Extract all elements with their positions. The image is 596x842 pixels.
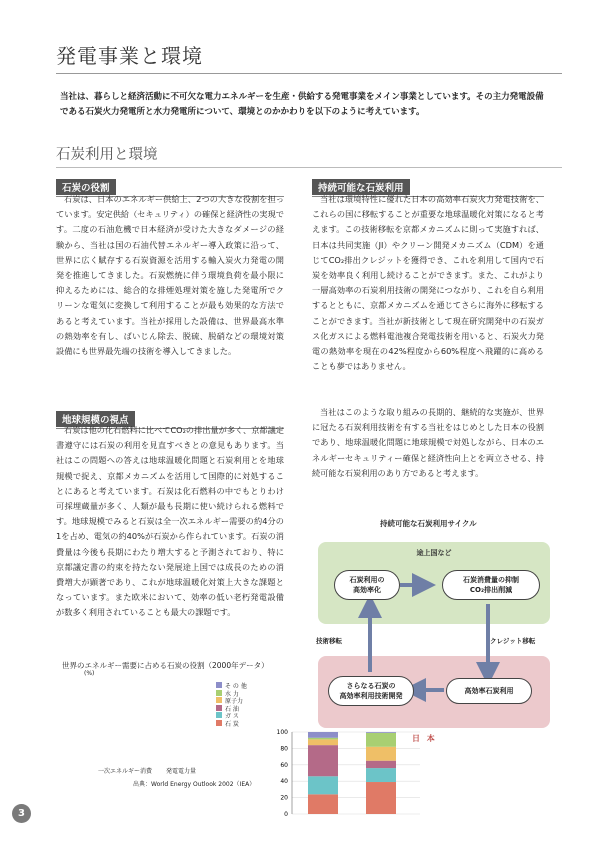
category-label-power: 発電電力量 <box>166 768 197 775</box>
tag-global-view: 地球規模の視点 <box>56 411 135 427</box>
node-tech-development: さらなる石炭の 高効率利用技術開発 <box>328 676 414 706</box>
y-tick-label: 100 <box>276 729 288 736</box>
region-japan-label: 日 本 <box>412 734 437 743</box>
bar-segment <box>366 782 396 814</box>
chart-title: 世界のエネルギー需要に占める石炭の役割（2000年データ） <box>62 661 269 670</box>
page-title: 発電事業と環境 <box>56 44 203 68</box>
label-tech-transfer: 技術移転 <box>316 637 342 645</box>
node-efficiency: 石炭利用の 高効率化 <box>334 570 400 600</box>
bar-segment <box>308 732 338 738</box>
y-tick-label: 80 <box>280 745 288 753</box>
legend-swatch <box>216 712 222 718</box>
bar-segment <box>308 739 338 745</box>
category-label-primary: 一次エネルギー消費 <box>98 768 153 775</box>
y-tick-label: 20 <box>280 794 288 802</box>
bar-segment <box>366 747 396 761</box>
region-developing-label: 途上国など <box>416 549 452 557</box>
bar-segment <box>366 761 396 768</box>
legend-label: 原子力 <box>225 698 244 705</box>
tag-sustainable: 持続可能な石炭利用 <box>312 179 410 195</box>
bar-segment <box>308 738 338 740</box>
legend-label: ガ ス <box>225 713 239 720</box>
coal-role-text: 石炭は、日本のエネルギー供給上、2つの大きな役割を担っています。安定供給（セキュリティ）の確保と経済性の実現です。二度の石油危機で日本経済が受けた大きなダメージの経験から、当社は国の石油代替エネルギー導入政策に沿って、世界に広く賦存する石炭資源を活用する輸入炭火力発電の開発を推進してきました。石炭燃焼に伴う環境負荷を最小限に抑えるためには、総合的な排煙処理対策を施した発電所でクリーンな電気に変換して利用することが最も効果的な方法であると考えています。当社が採用した設備は、世界最高水準の熱効率を有し、ばいじん除去、脱硫、脱硝などの環境対策設備にも世界最先端の技術を導入してきました。 <box>56 194 284 357</box>
global-view-text: 石炭は他の化石燃料に比べてCO₂の排出量が多く、京都議定書遵守には石炭の利用を見直すべきとの意見もあります。当社はこの問題への答えは地球温暖化問題と石炭利用とを地球規模で捉え、京都メカニズムを活用して国際的に対処することにあると考えています。石炭は化石燃料の中でもとりわけ可採埋蔵量が多く、人類が最も長期に使い続けられる燃料です。地球規模でみると石炭は全一次エネルギー需要の約4分の1を占め、電気の約40%が石炭から作られています。石炭の消費量は今後も長期にわたり増大すると予測されており、特に京都議定書の約束を持たない発展途上国では成長のための消費増大が顕著であり、これが地球温暖化対策上大きな課題となっています。また欧米において、効率の低い老朽発電設備が数多く利用されていることも最大の課題です。 <box>56 425 284 618</box>
section-divider <box>56 167 562 168</box>
legend-swatch <box>216 705 222 711</box>
legend-swatch <box>216 690 222 696</box>
bar-segment <box>308 745 338 776</box>
bar-segment <box>366 732 396 733</box>
y-tick-label: 40 <box>280 778 288 786</box>
legend-label: そ の 他 <box>225 683 247 690</box>
bar-segment <box>308 776 338 794</box>
bar-segment <box>366 768 396 782</box>
legend-swatch <box>216 697 222 703</box>
legend-swatch <box>216 720 222 726</box>
sustainable-text-1: 当社は環境特性に優れた日本の高効率石炭火力発電技術を、これらの国に移転することが重要な地球温暖化対策になると考えます。この技術移転を京都メカニズムに則って実施すれば、日本は共同実施（JI）やクリーン開発メカニズム（CDM）を通じてCO₂排出クレジットを獲得でき、これを利用して国内で石炭を効率良く利用し続けることができます。また、これがより一層高効率の石炭利用技術の開発につながり、これを自ら利用するとともに、京都メカニズムを通じてさらに海外に移転することができます。当社が新技術として現在研究開発中の石炭ガス化ガスによる燃料電池複合発電技術を用いると、石炭火力発電の熱効率を現在の42%程度から60%程度へ飛躍的に高めることも夢ではありません。 <box>312 194 544 372</box>
chart-source: 出典：World Energy Outlook 2002（IEA） <box>133 781 256 788</box>
page-number: 3 <box>12 804 31 823</box>
sustainable-text-2: 当社はこのような取り組みの長期的、継続的な実施が、世界に冠たる石炭利用技術を有する当社をはじめとした日本の役割であり、地球温暖化問題に地球規模で対処しながら、日本のエネルギーセキュリティー確保と経済性向上とを両立させる、持続可能な石炭利用のあり方であると考えます。 <box>312 407 544 478</box>
cycle-title: 持続可能な石炭利用サイクル <box>380 519 477 528</box>
bar-segment <box>308 794 338 814</box>
legend-label: 石 炭 <box>225 720 239 728</box>
tag-coal-role: 石炭の役割 <box>56 179 116 195</box>
node-high-efficiency-use: 高効率石炭利用 <box>446 678 532 704</box>
chart-ylabel: (%) <box>84 670 95 677</box>
intro-text: 当社は、暮らしと経済活動に不可欠な電力エネルギーを生産・供給する発電事業をメイン事業としています。その主力発電設備である石炭火力発電所と水力発電所について、環境とのかかわりを以下のように考えています。 <box>60 92 544 117</box>
y-tick-label: 60 <box>280 761 288 769</box>
legend-label: 水 力 <box>225 690 239 698</box>
node-co2-reduction: 石炭消費量の抑制 CO₂排出削減 <box>442 570 540 600</box>
chart-legend <box>216 682 276 742</box>
bar-segment <box>366 733 396 747</box>
title-divider <box>56 73 562 74</box>
label-credit-transfer: クレジット移転 <box>490 637 536 645</box>
section-title: 石炭利用と環境 <box>56 147 158 163</box>
y-tick-label: 0 <box>284 811 288 818</box>
chart-plot <box>270 726 430 822</box>
legend-label: 石 油 <box>225 705 239 713</box>
legend-swatch <box>216 682 222 688</box>
